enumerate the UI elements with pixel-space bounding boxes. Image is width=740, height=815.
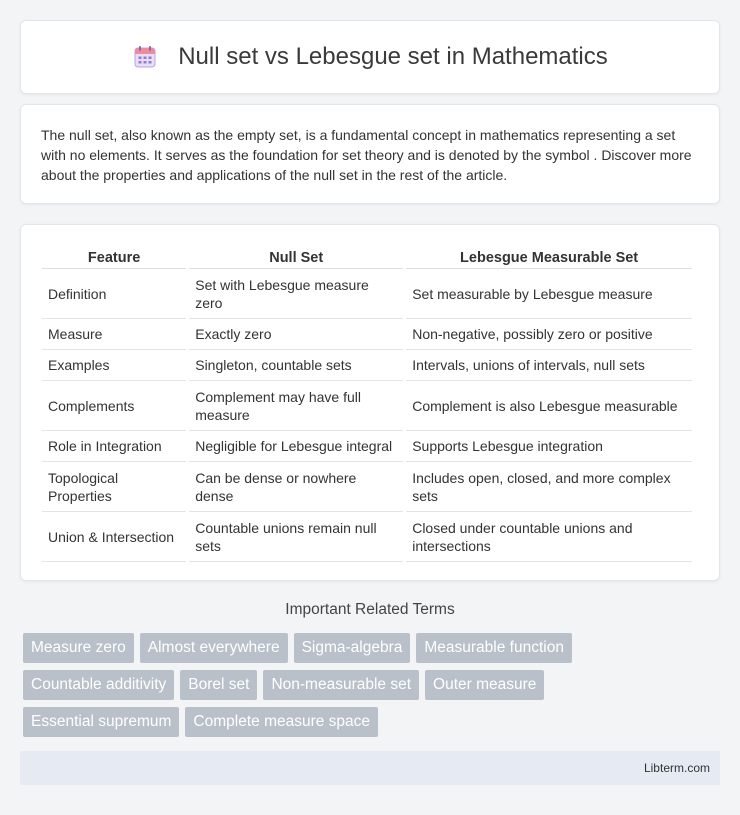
table-row xyxy=(42,381,692,431)
column-header-null-set: Null Set xyxy=(189,243,403,269)
title-wrap xyxy=(132,43,608,71)
column-header-feature: Feature xyxy=(42,243,186,269)
table-cell: Set measurable by Lebesgue measure xyxy=(406,269,692,319)
table-cell: Complements xyxy=(42,381,186,431)
table-cell: Includes open, closed, and more complex sets xyxy=(406,462,692,512)
tag-sigma-algebra[interactable]: Sigma-algebra xyxy=(294,633,411,663)
tag-measurable-function[interactable]: Measurable function xyxy=(416,633,572,663)
tag-almost-everywhere[interactable]: Almost everywhere xyxy=(140,633,288,663)
table-cell: Definition xyxy=(42,269,186,319)
tag-non-measurable-set[interactable]: Non-measurable set xyxy=(263,670,419,700)
related-terms-heading: Important Related Terms xyxy=(285,601,455,618)
table-row xyxy=(42,269,692,319)
comparison-table-card xyxy=(20,224,720,581)
table-row xyxy=(42,462,692,512)
tag-complete-measure-space[interactable]: Complete measure space xyxy=(185,707,378,737)
table-cell: Non-negative, possibly zero or positive xyxy=(406,319,692,350)
calendar-icon xyxy=(132,44,158,70)
header-card xyxy=(20,20,720,94)
column-header-lebesgue-set: Lebesgue Measurable Set xyxy=(406,243,692,269)
page-title: Null set vs Lebesgue set in Mathematics xyxy=(178,43,608,70)
table-cell: Singleton, countable sets xyxy=(189,350,403,381)
table-row xyxy=(42,350,692,381)
footer-site-link[interactable]: Libterm.com xyxy=(643,761,710,775)
intro-card xyxy=(20,104,720,204)
table-cell: Closed under countable unions and intersections xyxy=(406,512,692,562)
table-cell: Negligible for Lebesgue integral xyxy=(189,431,403,462)
tag-outer-measure[interactable]: Outer measure xyxy=(425,670,544,700)
comparison-table xyxy=(39,243,695,562)
related-terms-list xyxy=(23,633,723,744)
tag-row xyxy=(23,707,723,737)
tag-essential-supremum[interactable]: Essential supremum xyxy=(23,707,179,737)
table-cell: Exactly zero xyxy=(189,319,403,350)
table-cell: Set with Lebesgue measure zero xyxy=(189,269,403,319)
table-row xyxy=(42,319,692,350)
table-cell: Measure xyxy=(42,319,186,350)
tag-borel-set[interactable]: Borel set xyxy=(180,670,257,700)
table-cell: Role in Integration xyxy=(42,431,186,462)
table-row xyxy=(42,431,692,462)
tag-row xyxy=(23,633,723,663)
tag-measure-zero[interactable]: Measure zero xyxy=(23,633,134,663)
table-header-row xyxy=(42,243,692,269)
table-cell: Topological Properties xyxy=(42,462,186,512)
intro-paragraph: The null set, also known as the empty set, is a fundamental concept in mathematics representing a set with no elements. It serves as the foundation for set theory and is denoted by the symbol . Discover more about the properties and applications of the null set in the rest of the article. xyxy=(41,127,692,183)
table-cell: Complement may have full measure xyxy=(189,381,403,431)
table-cell: Intervals, unions of intervals, null sets xyxy=(406,350,692,381)
tag-row xyxy=(23,670,723,700)
table-row xyxy=(42,512,692,562)
table-cell: Countable unions remain null sets xyxy=(189,512,403,562)
table-cell: Examples xyxy=(42,350,186,381)
table-cell: Union & Intersection xyxy=(42,512,186,562)
tag-countable-additivity[interactable]: Countable additivity xyxy=(23,670,174,700)
table-cell: Supports Lebesgue integration xyxy=(406,431,692,462)
table-cell: Can be dense or nowhere dense xyxy=(189,462,403,512)
footer xyxy=(20,751,720,785)
table-cell: Complement is also Lebesgue measurable xyxy=(406,381,692,431)
